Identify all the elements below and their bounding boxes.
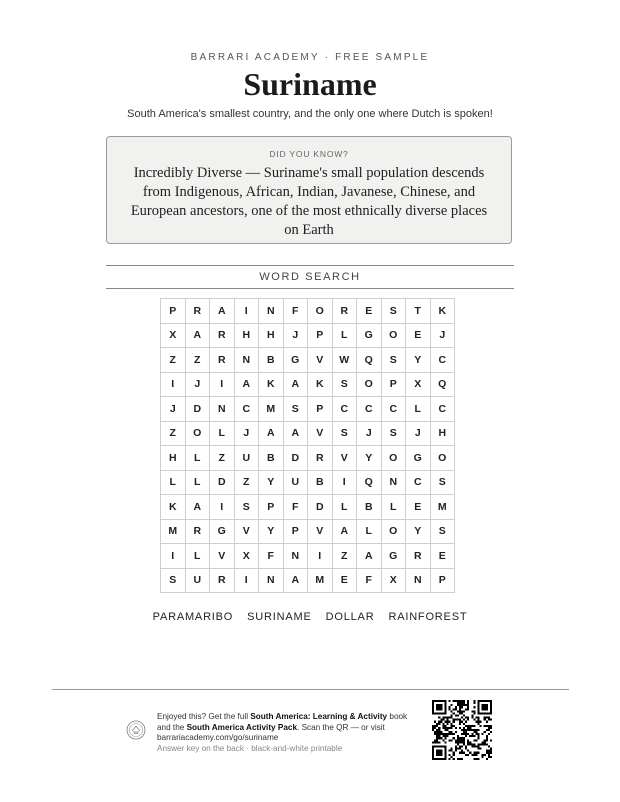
grid-cell[interactable]: X	[234, 544, 259, 569]
grid-cell[interactable]: K	[161, 495, 186, 520]
grid-cell[interactable]: X	[406, 372, 431, 397]
grid-cell[interactable]: M	[259, 397, 284, 422]
grid-cell[interactable]: N	[406, 568, 431, 593]
pack-title: South America Activity Pack	[186, 722, 298, 732]
grid-cell[interactable]: N	[381, 470, 406, 495]
grid-cell[interactable]: G	[283, 348, 308, 373]
grid-cell[interactable]: G	[381, 544, 406, 569]
grid-cell[interactable]: S	[430, 470, 455, 495]
grid-cell[interactable]: O	[357, 372, 382, 397]
grid-cell[interactable]: J	[357, 421, 382, 446]
word-search-heading: WORD SEARCH	[106, 265, 514, 289]
grid-cell[interactable]: M	[308, 568, 333, 593]
grid-cell[interactable]: P	[381, 372, 406, 397]
grid-cell[interactable]: H	[259, 323, 284, 348]
grid-cell[interactable]: J	[430, 323, 455, 348]
grid-cell[interactable]: X	[381, 568, 406, 593]
grid-cell[interactable]: A	[259, 421, 284, 446]
grid-cell[interactable]: O	[381, 446, 406, 471]
grid-cell[interactable]: V	[332, 446, 357, 471]
grid-cell[interactable]: N	[234, 348, 259, 373]
grid-cell[interactable]: K	[430, 299, 455, 324]
grid-cell[interactable]: C	[332, 397, 357, 422]
grid-cell[interactable]: Y	[259, 470, 284, 495]
grid-cell[interactable]: I	[210, 495, 235, 520]
grid-cell[interactable]: J	[283, 323, 308, 348]
grid-cell[interactable]: S	[381, 348, 406, 373]
grid-cell[interactable]: R	[185, 299, 210, 324]
grid-cell[interactable]: O	[381, 519, 406, 544]
grid-cell[interactable]: P	[259, 495, 284, 520]
promo-mid: book and the	[157, 712, 408, 732]
grid-cell[interactable]: S	[381, 421, 406, 446]
grid-cell[interactable]: B	[259, 446, 284, 471]
grid-row	[161, 348, 455, 373]
academy-seal-icon	[126, 720, 146, 740]
grid-cell[interactable]: C	[430, 348, 455, 373]
grid-cell[interactable]: Z	[161, 421, 186, 446]
grid-cell[interactable]: A	[357, 544, 382, 569]
grid-cell[interactable]: E	[332, 568, 357, 593]
grid-cell[interactable]: S	[161, 568, 186, 593]
grid-cell[interactable]: O	[185, 421, 210, 446]
grid-cell[interactable]: J	[161, 397, 186, 422]
grid-cell[interactable]: O	[430, 446, 455, 471]
grid-cell[interactable]: L	[381, 495, 406, 520]
did-you-know-text: Incredibly Diverse — Suriname's small population descends from Indigenous, African, Indian, Javanese, Chinese, and European ancestors, one of the most ethnically diverse places on Earth	[130, 165, 488, 238]
grid-cell[interactable]: I	[234, 568, 259, 593]
grid-cell[interactable]: N	[210, 397, 235, 422]
grid-cell[interactable]: I	[161, 372, 186, 397]
grid-cell[interactable]: A	[185, 323, 210, 348]
word-list-item: PARAMARIBO	[152, 611, 234, 623]
grid-cell[interactable]: R	[210, 348, 235, 373]
grid-cell[interactable]: A	[283, 372, 308, 397]
grid-cell[interactable]: V	[234, 519, 259, 544]
grid-cell[interactable]: F	[259, 544, 284, 569]
grid-cell[interactable]: J	[406, 421, 431, 446]
grid-cell[interactable]: I	[210, 372, 235, 397]
grid-cell[interactable]: C	[357, 397, 382, 422]
grid-cell[interactable]: S	[332, 372, 357, 397]
grid-cell[interactable]: B	[357, 495, 382, 520]
grid-cell[interactable]: L	[332, 495, 357, 520]
word-search-grid	[160, 298, 455, 593]
did-you-know-box	[106, 136, 512, 244]
grid-cell[interactable]: L	[332, 323, 357, 348]
grid-cell[interactable]: E	[406, 323, 431, 348]
grid-row	[161, 446, 455, 471]
grid-cell[interactable]: Z	[185, 348, 210, 373]
grid-cell[interactable]: S	[332, 421, 357, 446]
grid-cell[interactable]: P	[430, 568, 455, 593]
page-subtitle: South America's smallest country, and the only one where Dutch is spoken!	[127, 108, 493, 120]
grid-cell[interactable]: V	[308, 421, 333, 446]
grid-cell[interactable]: V	[308, 348, 333, 373]
grid-cell[interactable]: E	[406, 495, 431, 520]
grid-cell[interactable]: H	[161, 446, 186, 471]
grid-cell[interactable]: Z	[210, 446, 235, 471]
grid-cell[interactable]: G	[210, 519, 235, 544]
word-list-item: SURINAME	[247, 611, 312, 623]
grid-cell[interactable]: L	[210, 421, 235, 446]
did-you-know-label: DID YOU KNOW?	[269, 149, 349, 159]
grid-cell[interactable]: D	[283, 446, 308, 471]
grid-cell[interactable]: H	[234, 323, 259, 348]
grid-cell[interactable]: A	[234, 372, 259, 397]
grid-cell[interactable]: U	[185, 568, 210, 593]
grid-cell[interactable]: J	[185, 372, 210, 397]
grid-cell[interactable]: J	[234, 421, 259, 446]
grid-row	[161, 421, 455, 446]
grid-cell[interactable]: R	[332, 299, 357, 324]
grid-cell[interactable]: A	[283, 568, 308, 593]
footer-promo	[157, 712, 419, 754]
grid-cell[interactable]: X	[161, 323, 186, 348]
promo-suffix: . Scan the QR — or visit	[297, 722, 385, 732]
word-list-item: RAINFOREST	[388, 611, 468, 623]
grid-cell[interactable]: P	[308, 397, 333, 422]
qr-code-icon[interactable]	[432, 700, 492, 760]
grid-cell[interactable]: U	[234, 446, 259, 471]
grid-cell[interactable]: V	[308, 519, 333, 544]
grid-cell[interactable]: P	[161, 299, 186, 324]
grid-cell[interactable]: B	[308, 470, 333, 495]
grid-cell[interactable]: L	[161, 470, 186, 495]
grid-cell[interactable]: R	[210, 568, 235, 593]
grid-cell[interactable]: S	[283, 397, 308, 422]
grid-cell[interactable]: Y	[406, 519, 431, 544]
grid-cell[interactable]: W	[332, 348, 357, 373]
grid-row	[161, 519, 455, 544]
grid-cell[interactable]: C	[430, 397, 455, 422]
grid-cell[interactable]: R	[406, 544, 431, 569]
book-title: South America: Learning & Activity	[250, 712, 388, 721]
grid-cell[interactable]: Q	[357, 470, 382, 495]
grid-cell[interactable]: L	[185, 470, 210, 495]
grid-cell[interactable]: L	[185, 544, 210, 569]
grid-cell[interactable]: D	[308, 495, 333, 520]
grid-row	[161, 372, 455, 397]
grid-cell[interactable]: F	[357, 568, 382, 593]
grid-cell[interactable]: L	[406, 397, 431, 422]
grid-row	[161, 299, 455, 324]
grid-row	[161, 397, 455, 422]
promo-prefix: Enjoyed this? Get the full	[157, 712, 251, 721]
grid-cell[interactable]: F	[283, 299, 308, 324]
grid-cell[interactable]: H	[430, 421, 455, 446]
grid-cell[interactable]: O	[381, 323, 406, 348]
grid-cell[interactable]: A	[210, 299, 235, 324]
grid-cell[interactable]: P	[308, 323, 333, 348]
grid-cell[interactable]: Y	[259, 519, 284, 544]
grid-cell[interactable]: R	[308, 446, 333, 471]
grid-cell[interactable]: U	[283, 470, 308, 495]
grid-cell[interactable]: E	[430, 544, 455, 569]
grid-cell[interactable]: S	[430, 519, 455, 544]
word-list	[0, 611, 620, 623]
grid-cell[interactable]: N	[259, 299, 284, 324]
grid-cell[interactable]: C	[234, 397, 259, 422]
grid-cell[interactable]: Z	[161, 348, 186, 373]
grid-row	[161, 544, 455, 569]
grid-cell[interactable]: K	[259, 372, 284, 397]
grid-cell[interactable]: D	[210, 470, 235, 495]
grid-cell[interactable]: R	[210, 323, 235, 348]
grid-cell[interactable]: M	[161, 519, 186, 544]
grid-cell[interactable]: Z	[234, 470, 259, 495]
grid-cell[interactable]: N	[259, 568, 284, 593]
grid-row	[161, 470, 455, 495]
grid-cell[interactable]: Q	[357, 348, 382, 373]
grid-cell[interactable]: I	[161, 544, 186, 569]
grid-cell[interactable]: C	[381, 397, 406, 422]
word-list-item: DOLLAR	[325, 611, 375, 623]
grid-cell[interactable]: E	[357, 299, 382, 324]
grid-cell[interactable]: A	[283, 421, 308, 446]
grid-cell[interactable]: L	[357, 519, 382, 544]
grid-row	[161, 568, 455, 593]
grid-cell[interactable]: T	[406, 299, 431, 324]
grid-cell[interactable]: Z	[332, 544, 357, 569]
grid-cell[interactable]: S	[381, 299, 406, 324]
grid-cell[interactable]: O	[308, 299, 333, 324]
grid-cell[interactable]: D	[185, 397, 210, 422]
grid-cell[interactable]: I	[234, 299, 259, 324]
grid-cell[interactable]: P	[283, 519, 308, 544]
grid-cell[interactable]: C	[406, 470, 431, 495]
promo-note: Answer key on the back · black-and-white printable	[157, 743, 343, 753]
grid-cell[interactable]: I	[308, 544, 333, 569]
grid-row	[161, 495, 455, 520]
grid-cell[interactable]: G	[357, 323, 382, 348]
grid-cell[interactable]: A	[332, 519, 357, 544]
page-title: Suriname	[243, 66, 377, 102]
grid-cell[interactable]: A	[185, 495, 210, 520]
grid-cell[interactable]: F	[283, 495, 308, 520]
grid-cell[interactable]: Q	[430, 372, 455, 397]
grid-cell[interactable]: Y	[406, 348, 431, 373]
grid-cell[interactable]: S	[234, 495, 259, 520]
grid-cell[interactable]: M	[430, 495, 455, 520]
footer-divider	[52, 689, 569, 690]
grid-cell[interactable]: B	[259, 348, 284, 373]
grid-cell[interactable]: N	[283, 544, 308, 569]
grid-row	[161, 323, 455, 348]
grid-cell[interactable]: Y	[357, 446, 382, 471]
grid-cell[interactable]: R	[185, 519, 210, 544]
grid-cell[interactable]: I	[332, 470, 357, 495]
brand-label: BARRARI ACADEMY · FREE SAMPLE	[190, 52, 430, 63]
promo-url[interactable]: barrariacademy.com/go/suriname	[157, 733, 279, 742]
grid-cell[interactable]: G	[406, 446, 431, 471]
grid-cell[interactable]: V	[210, 544, 235, 569]
grid-cell[interactable]: K	[308, 372, 333, 397]
grid-cell[interactable]: L	[185, 446, 210, 471]
